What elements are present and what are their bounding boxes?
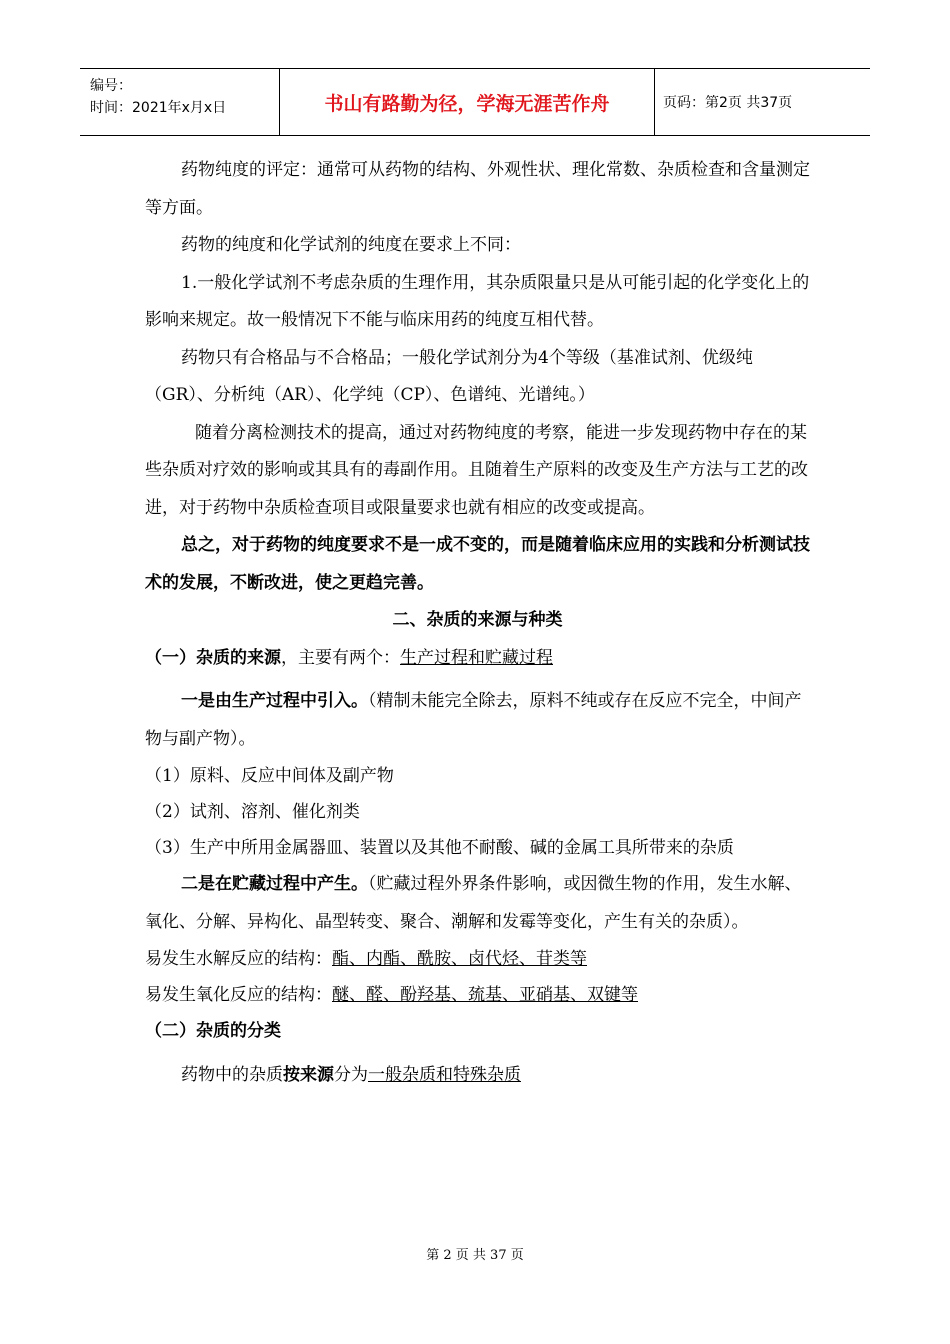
header-page-info: 页码：第2页 共37页 xyxy=(663,95,793,111)
source-line xyxy=(145,640,810,678)
page-header xyxy=(80,68,870,136)
classification-types: 一般杂质和特殊杂质 xyxy=(368,1064,521,1085)
page-footer: 第 2 页 共 37 页 xyxy=(426,1248,524,1263)
paragraph-purity-difference: 药物的纯度和化学试剂的纯度在要求上不同： xyxy=(181,235,521,255)
storage-heading: 二是在贮藏过程中产生。 xyxy=(181,874,368,894)
source-link: 生产过程和贮藏过程 xyxy=(400,647,553,668)
time-label: 时间：2021年x月x日 xyxy=(90,100,227,116)
oxidation-line xyxy=(145,977,810,1013)
classification-bold: 按来源 xyxy=(283,1064,334,1085)
list-item-1: （1）原料、反应中间体及副产物 xyxy=(145,766,394,786)
paragraph-chemical-reagent: 1.一般化学试剂不考虑杂质的生理作用，其杂质限量只是从可能引起的化学变化上的影响来规定。故一般情况下不能与临床用药的纯度互相代替。 xyxy=(145,272,810,330)
list-item-2: （2）试剂、溶剂、催化剂类 xyxy=(145,802,360,822)
production-heading: 一是由生产过程中引入。 xyxy=(181,691,368,711)
source-heading: （一）杂质的来源 xyxy=(145,647,281,668)
paragraph-summary: 总之，对于药物的纯度要求不是一成不变的，而是随着临床应用的实践和分析测试技术的发展，不断改进，使之更趋完善。 xyxy=(145,535,810,593)
oxidation-label: 易发生氧化反应的结构： xyxy=(145,985,332,1005)
paragraph-production xyxy=(145,683,810,758)
header-motto: 书山有路勤为径，学海无涯苦作舟 xyxy=(280,69,655,135)
header-meta xyxy=(80,69,280,135)
list-item-3: （3）生产中所用金属器皿、装置以及其他不耐酸、碱的金属工具所带来的杂质 xyxy=(145,838,734,858)
paragraph-classification xyxy=(145,1057,810,1095)
classification-mid: 分为 xyxy=(334,1064,368,1085)
paragraph-detection-tech: 随着分离检测技术的提高，通过对药物纯度的考察，能进一步发现药物中存在的某些杂质对疗效的影响或其具有的毒副作用。且随着生产原料的改变及生产方法与工艺的改进，对于药物中杂质检查项目或限量要求也就有相应的改变或提高。 xyxy=(145,422,808,518)
hydrolysis-label: 易发生水解反应的结构： xyxy=(145,949,332,969)
classification-pre: 药物中的杂质 xyxy=(181,1064,283,1085)
source-text: ，主要有两个： xyxy=(281,647,400,668)
paragraph-purity-evaluation: 药物纯度的评定：通常可从药物的结构、外观性状、理化常数、杂质检查和含量测定等方面。 xyxy=(145,160,810,218)
document-body xyxy=(145,152,810,1094)
section-title: 二、杂质的来源与种类 xyxy=(392,610,563,630)
classification-heading: （二）杂质的分类 xyxy=(145,1021,281,1041)
storage-text: （贮藏过程外界条件影响，或因微生物的作用，发生水解、氧化、分解、异构化、晶型转变、聚合、潮解和发霉等变化，产生有关的杂质）。 xyxy=(145,874,802,932)
oxidation-items: 醚、醛、酚羟基、巯基、亚硝基、双键等 xyxy=(332,985,638,1005)
number-label: 编号： xyxy=(90,78,132,94)
production-text: （精制未能完全除去，原料不纯或存在反应不完全，中间产物与副产物）。 xyxy=(145,691,802,749)
hydrolysis-items: 酯、内酯、酰胺、卤代烃、苷类等 xyxy=(332,949,587,969)
paragraph-storage xyxy=(145,866,810,941)
paragraph-grades: 药物只有合格品与不合格品；一般化学试剂分为4个等级（基准试剂、优级纯（GR）、分析纯（AR）、化学纯（CP）、色谱纯、光谱纯。） xyxy=(145,347,753,405)
hydrolysis-line xyxy=(145,941,810,977)
